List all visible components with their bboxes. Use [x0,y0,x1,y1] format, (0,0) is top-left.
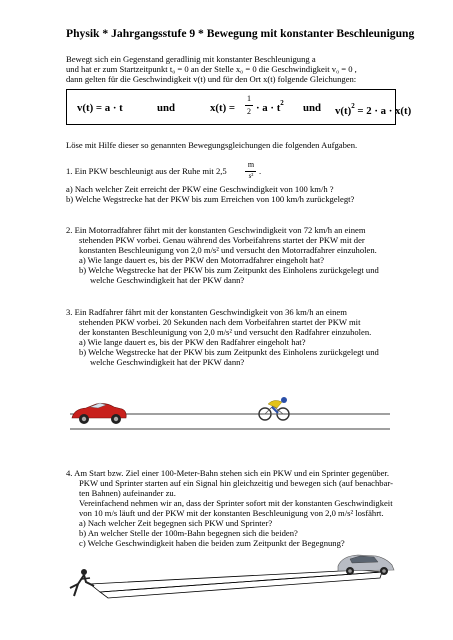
red-convertible-icon [72,403,126,424]
task4-line-3: ten Bahnen) aufeinander zu. [79,488,176,498]
equation-position-exponent: 2 [280,99,284,107]
task3-line-2: stehenden PKW vorbei. 20 Sekunden nach dem Vorbeifahren startet der PKW mit [79,317,361,327]
task3-illustration [60,376,400,446]
task1-question-a: a) Nach welcher Zeit erreicht der PKW eine Geschwindigkeit von 100 km/h ? [66,184,334,194]
task2-line-1: 2. Ein Motorradfahrer fährt mit der konstanten Geschwindigkeit von 72 km/h an einem [66,225,366,235]
task4-line-4: Vereinfachend nehmen wir an, dass der Sprinter sofort mit der konstanten Geschwindigkeit [79,498,393,508]
equation-velocity-squared [335,102,411,117]
task3-question-a: a) Wie lange dauert es, bis der PKW den Radfahrer eingeholt hat? [79,337,306,347]
task4-line-1: 4. Am Start bzw. Ziel einer 100-Meter-Bahn stehen sich ein PKW und ein Sprinter gegenüber. [66,468,389,478]
fraction-line [245,105,253,106]
task4-line-2: PKW und Sprinter starten auf ein Signal hin gleichzeitig und bewegen sich (auf benachbar- [79,478,393,488]
task3-line-1: 3. Ein Radfahrer fährt mit der konstanten Geschwindigkeit von 36 km/h an einem [66,307,347,317]
task2-question-a: a) Wie lange dauert es, bis der PKW den Motorradfahrer eingeholt hat? [79,255,325,265]
task2-line-2: stehenden PKW vorbei. Genau während des Vorbeifahrens startet der PKW mit der [79,235,365,245]
equation-vsq-exponent: 2 [351,102,355,110]
fraction-numerator: 1 [247,94,251,103]
task2-line-3: konstanten Beschleunigung von 2,0 m/s² und versucht den Motorradfahrer einzuholen. [79,245,377,255]
task1-unit-numerator: m [247,160,255,169]
equation-position-left: x(t) = [210,102,236,114]
task1-unit-denominator: s² [248,172,254,180]
task3-question-b: b) Welche Wegstrecke hat der PKW bis zum Zeitpunkt des Einholens zurückgelegt und [79,347,379,357]
equation-position-right [256,99,284,114]
task4-question-a: a) Nach welcher Zeit begegnen sich PKW und Sprinter? [79,518,273,528]
task1-line: 1. Ein PKW beschleunigt aus der Ruhe mit 2,5 [66,166,227,176]
equation-vsq-right: = 2 · a · x(t) [354,105,412,117]
task1-question-b: b) Welche Wegstrecke hat der PKW bis zum Erreichen von 100 km/h zurückgelegt? [66,194,355,204]
task4-line-5: von 10 m/s läuft und der PKW mit der konstanten Beschleunigung von 2,0 m/s² losfährt. [79,508,384,518]
task2-question-b: b) Welche Wegstrecke hat der PKW bis zum Zeitpunkt des Einholens zurückgelegt und [79,265,379,275]
intro-line-1: Bewegt sich ein Gegenstand geradlinig mit konstanter Beschleunigung a [66,54,316,64]
equations-box [66,89,412,125]
intro-line-2: und hat er zum Startzeitpunkt t₀ = 0 an der Stelle x₀ = 0 die Geschwindigkeit v₀ = 0 , [66,64,357,74]
equation-and-1: und [157,102,176,114]
task1-unit-period: . [259,166,262,176]
task3-question-b-cont: welche Geschwindigkeit hat der PKW dann? [90,357,245,367]
task4-question-b: b) An welcher Stelle der 100m-Bahn begegnen sich die beiden? [79,528,298,538]
silver-sedan-icon [338,555,394,575]
cyclist-icon [259,397,289,420]
task4-question-c: c) Welche Geschwindigkeit haben die beiden zum Zeitpunkt der Begegnung? [79,538,345,548]
fraction-denominator: 2 [247,107,251,116]
equation-velocity: v(t) = a · t [77,102,123,114]
equation-and-2: und [303,102,322,114]
task4-illustration [60,552,405,624]
equation-position-rhs: · a · t [256,102,281,114]
intro-line-3: dann gelten für die Geschwindigkeit v(t) und für den Ort x(t) folgende Gleichungen: [66,74,357,84]
sprinter-icon [70,569,94,596]
equation-vsq-left: v(t) [335,105,352,117]
task3-line-3: der konstanten Beschleunigung von 2,0 m/s² und versucht den Radfahrer einzuholen. [79,327,372,337]
task2-question-b-cont: welche Geschwindigkeit hat der PKW dann? [90,275,245,285]
page-title: Physik * Jahrgangsstufe 9 * Bewegung mit konstanter Beschleunigung [66,27,415,40]
instruction-text: Löse mit Hilfe dieser so genannten Bewegungsgleichungen die folgenden Aufgaben. [66,140,358,150]
